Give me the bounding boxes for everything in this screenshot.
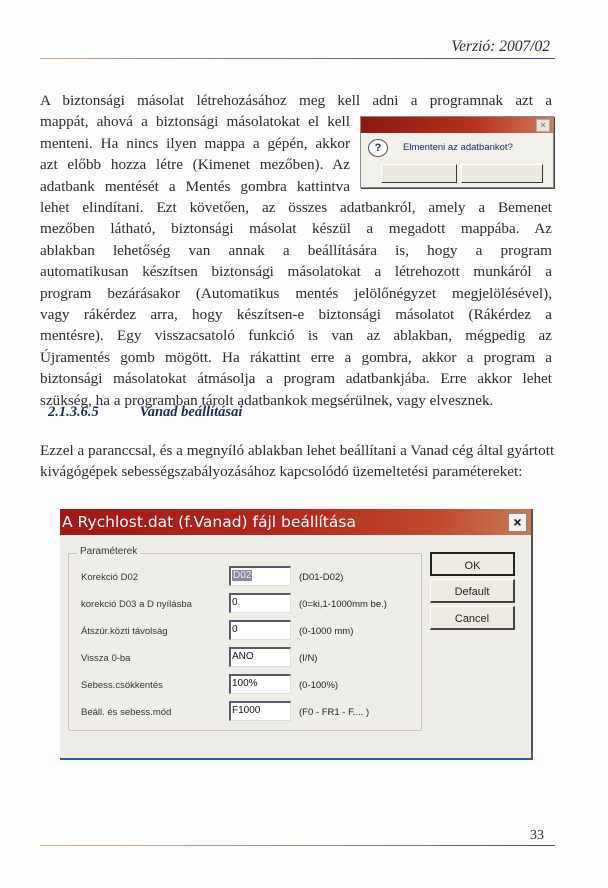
section-title: Vanad beállításai bbox=[139, 404, 243, 420]
question-icon: ? bbox=[368, 139, 388, 157]
param-hint: (F0 - FR1 - F.... ) bbox=[299, 707, 370, 718]
beall-sebess-mod-input[interactable]: F1000 bbox=[229, 701, 291, 721]
dialog-titlebar[interactable] bbox=[60, 509, 531, 535]
text-line: adatbank mentését a Mentés gombra kattintva bbox=[40, 177, 350, 195]
text-line: A biztonsági másolat létrehozásához meg kell adni a programnak azt a bbox=[40, 92, 552, 109]
param-row-korekcio-d03 bbox=[69, 593, 419, 617]
vissza-0ba-input[interactable]: ANO bbox=[229, 647, 291, 667]
ok-button[interactable]: OK bbox=[430, 552, 515, 576]
text-line: Újramentés gomb mögött. Ha rákattint erre a gombra, akkor a program a bbox=[40, 348, 552, 366]
close-icon[interactable]: × bbox=[508, 513, 527, 532]
param-label: Átszúr.közti távolság bbox=[81, 626, 168, 637]
sebess-csokkentes-input[interactable]: 100% bbox=[229, 674, 291, 694]
yes-button[interactable] bbox=[381, 164, 457, 183]
text-line: azt előbb hozza létre (Kimenet mezőben). Az bbox=[40, 156, 350, 174]
cancel-button[interactable]: Cancel bbox=[430, 606, 515, 630]
param-hint: (0=ki,1-1000mm be.) bbox=[299, 599, 387, 610]
save-confirm-dialog bbox=[360, 116, 554, 188]
param-row-vissza-0ba bbox=[69, 647, 419, 671]
group-label: Paraméterek bbox=[77, 546, 140, 557]
vanad-paragraph: Ezzel a paranccsal, és a megnyíló ablakban lehet beállítani a Vanad cég által gyártott kivágógépek sebességszabályozásához kapcsolódó üzemeltetési paramétereket: bbox=[40, 442, 555, 480]
close-icon[interactable]: × bbox=[536, 119, 550, 132]
param-label: Sebess.csökkentés bbox=[81, 680, 163, 691]
param-row-korekcio-d02 bbox=[69, 566, 419, 590]
footer-divider bbox=[40, 845, 555, 846]
atszur-tavolsag-input[interactable]: 0 bbox=[229, 620, 291, 640]
text-line: mentésre). Egy visszacsatoló funkció is van az ablakban, mégpedig az bbox=[40, 327, 552, 345]
param-hint: (0-100%) bbox=[299, 680, 339, 691]
text-line: menteni. Ha nincs ilyen mappa a gépén, akkor bbox=[40, 134, 350, 152]
param-label: korekció D03 a D nyílásba bbox=[81, 599, 192, 610]
parameters-group bbox=[68, 546, 422, 731]
header-divider bbox=[40, 58, 555, 59]
msgbox-titlebar bbox=[361, 117, 553, 133]
text-line: vagy rákérdez arra, hogy készítsen-e biztonsági másolatot (Rákérdez a bbox=[40, 306, 552, 324]
text-line: automatikusan készítsen biztonsági másolatokat a létrehozott munkáról a bbox=[40, 263, 552, 281]
section-number: 2.1.3.6.5 bbox=[48, 404, 99, 420]
msgbox-message: Elmenteni az adatbankot? bbox=[403, 142, 513, 153]
korekcio-d03-input[interactable]: 0 bbox=[229, 593, 291, 613]
version-header: Verzió: 2007/02 bbox=[451, 38, 550, 55]
no-button[interactable] bbox=[461, 164, 543, 183]
field-value: D02 bbox=[233, 570, 252, 581]
param-label: Vissza 0-ba bbox=[81, 653, 131, 664]
param-row-beall-sebess-mod bbox=[69, 701, 419, 725]
param-label: Korekció D02 bbox=[81, 572, 139, 583]
text-line: szükség, ha a programban tárolt adatbankok megsérülnek, vagy elvesznek. bbox=[40, 391, 494, 409]
param-row-sebess-csokkentes bbox=[69, 674, 419, 698]
page-number: 33 bbox=[530, 828, 544, 843]
param-row-atszur-tavolsag bbox=[69, 620, 419, 644]
param-label: Beáll. és sebess.mód bbox=[81, 707, 172, 718]
korekcio-d02-input[interactable] bbox=[229, 566, 291, 586]
text-line: mezőben látható, biztonsági másolat készül a megadott mappába. Az bbox=[40, 220, 552, 238]
text-line: mappát, ahová a biztonsági másolatokat el kell bbox=[40, 113, 350, 131]
vanad-settings-dialog bbox=[60, 509, 533, 760]
param-hint: (0-1000 mm) bbox=[299, 626, 354, 637]
text-line: ablakban lehetőség van annak a beállítására is, hogy a program bbox=[40, 241, 552, 259]
text-line: program bezárásakor (Automatikus mentés jelölőnégyzet megjelölésével), bbox=[40, 284, 552, 302]
dialog-title: A Rychlost.dat (f.Vanad) fájl beállítása bbox=[62, 513, 356, 531]
text-line: lehet elindítani. Ezt követően, az összes adatbankról, amely a Bemenet bbox=[40, 199, 552, 217]
text-line: biztonsági másolatokat átmásolja a program adatbankjába. Erre akkor lehet bbox=[40, 370, 552, 388]
section-heading bbox=[48, 404, 242, 421]
param-hint: (I/N) bbox=[299, 653, 318, 664]
param-hint: (D01-D02) bbox=[299, 572, 344, 583]
default-button[interactable]: Default bbox=[430, 579, 515, 603]
